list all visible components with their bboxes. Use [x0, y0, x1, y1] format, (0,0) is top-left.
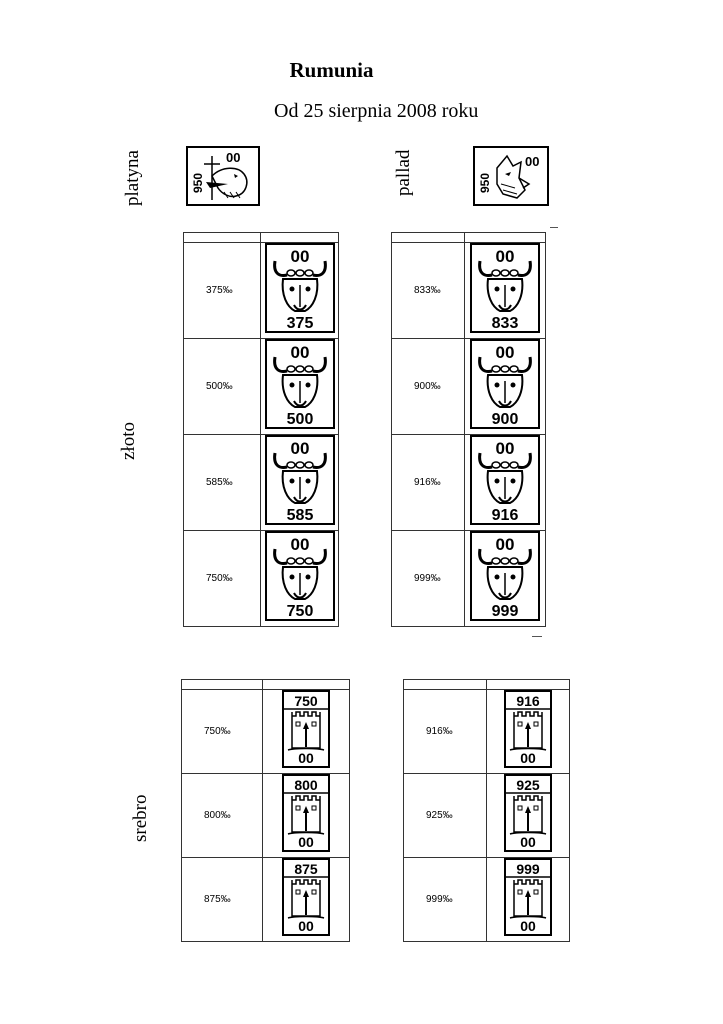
hallmark-bottom-number: 375: [286, 315, 313, 331]
gold-hallmark: [470, 435, 540, 525]
label-srebro: srebro: [130, 794, 151, 842]
hallmark-top-number: 875: [294, 861, 318, 877]
header-cell: [465, 233, 546, 243]
silver-hallmark: [504, 774, 552, 852]
silver-table-right: [403, 679, 570, 942]
hallmark-top-number: 999: [516, 861, 540, 877]
fineness-cell: 800‰: [182, 774, 263, 858]
table-header-row: [392, 233, 546, 243]
hallmark-top-number: 00: [495, 343, 515, 362]
hallmark-bottom-number: 900: [491, 411, 519, 427]
gold-hallmark: [470, 243, 540, 333]
hallmark-top-number: 00: [290, 535, 310, 554]
hallmark-top-number: 00: [290, 439, 310, 458]
table-row: [184, 339, 339, 435]
table-row: [182, 774, 350, 858]
hallmark-cell: [261, 435, 339, 531]
hallmark-bottom-number: 00: [519, 918, 536, 934]
table-row: [404, 690, 570, 774]
hallmark-top-number: 00: [495, 439, 515, 458]
gold-hallmark: [265, 531, 335, 621]
fineness-cell: 585‰: [184, 435, 261, 531]
wolf-head-icon: [475, 148, 547, 204]
fineness-cell: 925‰: [404, 774, 487, 858]
eagle-cross-icon: [188, 148, 258, 204]
table-header-row: [182, 680, 350, 690]
hallmark-bottom-number: 750: [286, 603, 313, 619]
fineness-cell: 750‰: [182, 690, 263, 774]
page-subtitle: Od 25 sierpnia 2008 roku: [274, 100, 479, 122]
header-cell: [184, 233, 261, 243]
platinum-side-number: 950: [191, 172, 205, 193]
silver-hallmark: [504, 690, 552, 768]
header-cell: [392, 233, 465, 243]
hallmark-bottom-number: 500: [286, 411, 313, 427]
ox-head-icon: [267, 341, 333, 427]
table-row: [392, 435, 546, 531]
palladium-top-number: 00: [525, 154, 540, 169]
table-row: [184, 435, 339, 531]
tower-icon: [506, 692, 550, 766]
hallmark-top-number: 916: [516, 693, 540, 709]
silver-hallmark: [282, 858, 330, 936]
page-title: Rumunia: [289, 58, 374, 82]
hallmark-cell: [262, 774, 349, 858]
ox-head-icon: [472, 533, 538, 619]
gold-table-right: [391, 232, 546, 627]
fineness-cell: 999‰: [392, 531, 465, 627]
header-cell: [486, 680, 570, 690]
ox-head-icon: [267, 437, 333, 523]
tower-icon: [284, 860, 328, 934]
hallmark-bottom-number: 00: [297, 750, 314, 766]
hallmark-cell: [261, 339, 339, 435]
fineness-cell: 916‰: [404, 690, 487, 774]
hallmark-cell: [262, 858, 349, 942]
tower-icon: [506, 860, 550, 934]
gold-table-left: [183, 232, 339, 627]
hallmark-bottom-number: 00: [297, 918, 314, 934]
hallmark-cell: [465, 435, 546, 531]
hallmark-cell: [262, 690, 349, 774]
table-row: [392, 339, 546, 435]
hallmark-cell: [486, 858, 570, 942]
gold-hallmark: [265, 243, 335, 333]
table-row: [392, 243, 546, 339]
fineness-cell: 999‰: [404, 858, 487, 942]
hallmark-cell: [465, 531, 546, 627]
palladium-side-number: 950: [478, 172, 492, 193]
hallmark-cell: [261, 243, 339, 339]
hallmark-bottom-number: 00: [519, 834, 536, 850]
header-cell: [261, 233, 339, 243]
fineness-cell: 916‰: [392, 435, 465, 531]
platinum-stamp: [186, 146, 260, 206]
label-zloto: złoto: [118, 422, 139, 460]
fineness-cell: 875‰: [182, 858, 263, 942]
table-row: [404, 774, 570, 858]
fineness-cell: 750‰: [184, 531, 261, 627]
gold-hallmark: [470, 531, 540, 621]
ox-head-icon: [472, 437, 538, 523]
fineness-cell: 500‰: [184, 339, 261, 435]
hallmark-bottom-number: 00: [519, 750, 536, 766]
header-cell: [182, 680, 263, 690]
hallmark-cell: [486, 774, 570, 858]
ox-head-icon: [472, 341, 538, 427]
table-row: [182, 858, 350, 942]
table-row: [184, 243, 339, 339]
hallmark-cell: [465, 243, 546, 339]
header-cell: [262, 680, 349, 690]
ox-head-icon: [267, 245, 333, 331]
hallmark-top-number: 00: [290, 343, 310, 362]
fineness-cell: 375‰: [184, 243, 261, 339]
gold-hallmark: [265, 435, 335, 525]
hallmark-top-number: 750: [294, 693, 318, 709]
stray-mark: [550, 227, 558, 228]
silver-hallmark: [282, 690, 330, 768]
hallmark-bottom-number: 00: [297, 834, 314, 850]
tower-icon: [506, 776, 550, 850]
label-pallad: pallad: [393, 149, 414, 196]
table-row: [184, 531, 339, 627]
ox-head-icon: [267, 533, 333, 619]
silver-hallmark: [504, 858, 552, 936]
silver-hallmark: [282, 774, 330, 852]
hallmark-cell: [486, 690, 570, 774]
silver-table-left: [181, 679, 350, 942]
hallmark-top-number: 00: [495, 535, 515, 554]
hallmark-top-number: 00: [495, 247, 515, 266]
hallmark-cell: [465, 339, 546, 435]
hallmark-top-number: 925: [516, 777, 540, 793]
gold-hallmark: [265, 339, 335, 429]
table-row: [392, 531, 546, 627]
hallmark-bottom-number: 585: [286, 507, 313, 523]
label-platyna: platyna: [122, 150, 143, 206]
table-header-row: [404, 680, 570, 690]
platinum-top-number: 00: [226, 150, 241, 165]
gold-hallmark: [470, 339, 540, 429]
table-row: [182, 690, 350, 774]
table-row: [404, 858, 570, 942]
hallmark-bottom-number: 999: [491, 603, 519, 619]
fineness-cell: 900‰: [392, 339, 465, 435]
table-header-row: [184, 233, 339, 243]
fineness-cell: 833‰: [392, 243, 465, 339]
stray-mark: [532, 636, 542, 637]
hallmark-top-number: 00: [290, 247, 310, 266]
hallmark-bottom-number: 916: [491, 507, 519, 523]
header-cell: [404, 680, 487, 690]
hallmark-bottom-number: 833: [491, 315, 519, 331]
tower-icon: [284, 692, 328, 766]
hallmark-cell: [261, 531, 339, 627]
palladium-stamp: [473, 146, 549, 206]
tower-icon: [284, 776, 328, 850]
hallmark-top-number: 800: [294, 777, 318, 793]
ox-head-icon: [472, 245, 538, 331]
